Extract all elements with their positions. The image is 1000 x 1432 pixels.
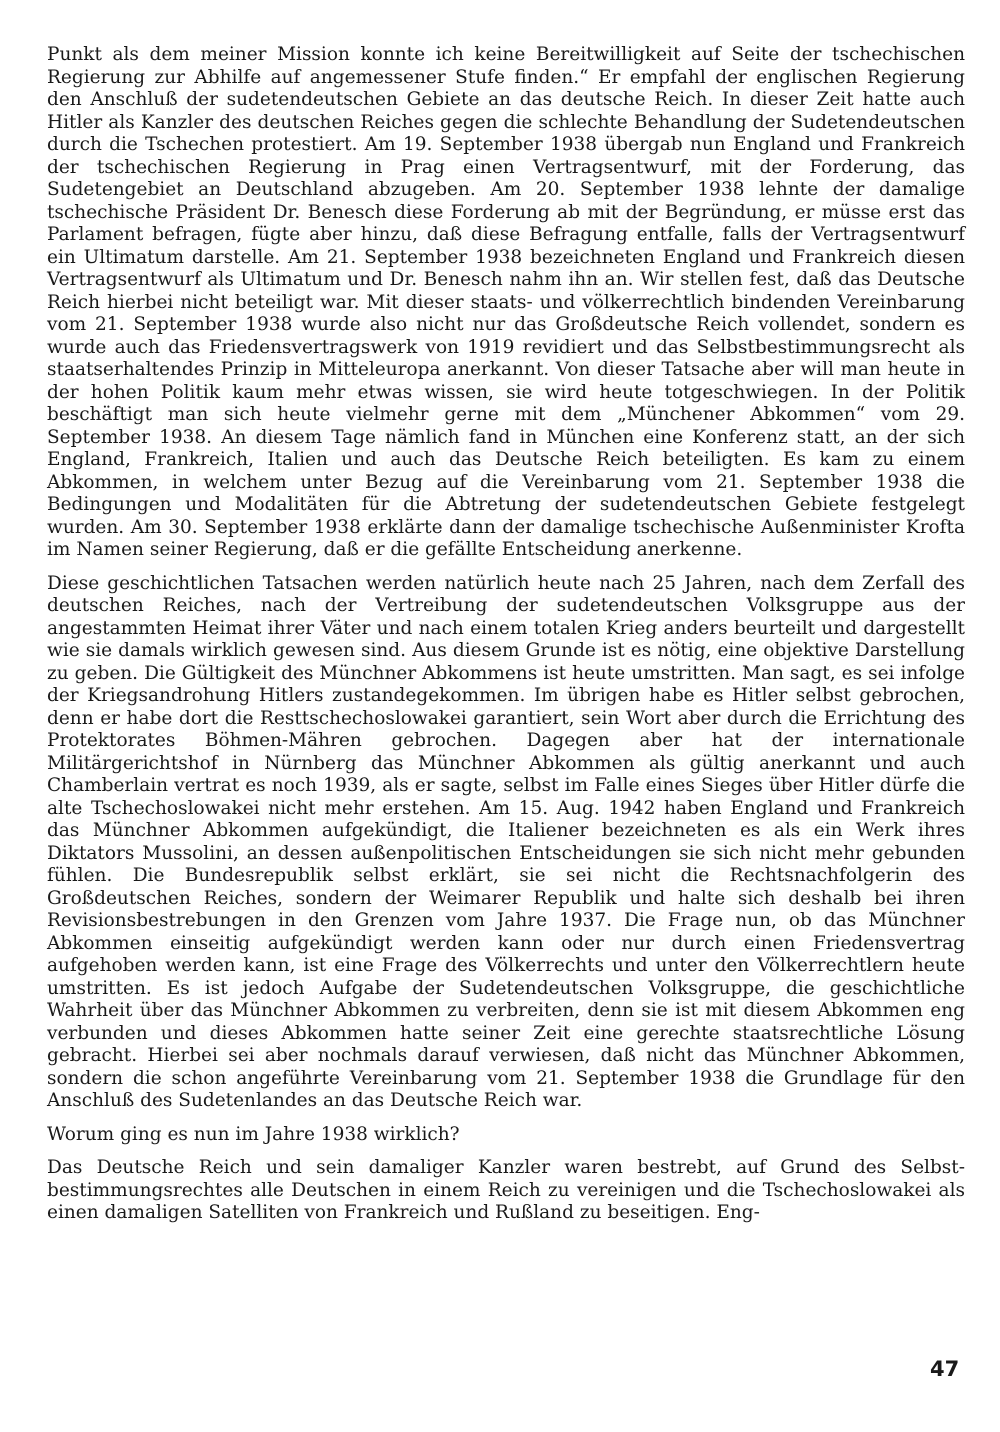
paragraph-reich-goals: Das Deutsche Reich und sein damaliger Kanzler waren bestrebt, auf Grund des Selbstbestimmungsrechtes alle Deutschen in einem Reich zu vereinigen und die Tschechoslowakei als einen damaligen Satelliten von Frankreich und Rußland zu beseitigen. Eng- xyxy=(47,1157,965,1223)
page-number: 47 xyxy=(930,1357,960,1381)
page-body xyxy=(47,44,965,1225)
paragraph-munich-history: Punkt als dem meiner Mission konnte ich keine Bereitwilligkeit auf Seite der tschechischen Regierung zur Abhilfe auf angemessener Stufe finden.“ Er empfahl der englischen Regierung den Anschluß der sudetendeutschen Gebiete an das deutsche Reich. In dieser Zeit hatte auch Hitler als Kanzler des deutschen Reiches gegen die schlechte Behandlung der Sudetendeutschen durch die Tschechen protestiert. Am 19. September 1938 übergab nun England und Frankreich der tschechischen Regierung in Prag einen Vertragsentwurf, mit der Forderung, das Sudetengebiet an Deutschland abzugeben. Am 20. September 1938 lehnte der damalige tschechische Präsident Dr. Benesch diese Forderung ab mit der Begründung, er müsse erst das Parlament befragen, fügte aber hinzu, daß diese Befragung entfalle, falls der Vertragsentwurf ein Ultimatum darstelle. Am 21. September 1938 bezeichneten England und Frankreich diesen Vertragsentwurf als Ultimatum und Dr. Benesch nahm ihn an. Wir stellen fest, daß das Deutsche Reich hierbei nicht beteiligt war. Mit dieser staats- und völkerrechtlich bindenden Vereinbarung vom 21. September 1938 wurde also nicht nur das Großdeutsche Reich vollendet, sondern es wurde auch das Friedensvertragswerk von 1919 revidiert und das Selbstbestimmungsrecht als staatserhaltendes Prinzip in Mitteleuropa anerkannt. Von dieser Tatsache aber will man heute in der hohen Politik kaum mehr etwas wissen, sie wird heute totgeschwiegen. In der Politik beschäftigt man sich heute vielmehr gerne mit dem „Münchener Abkommen“ vom 29. September 1938. An diesem Tage nämlich fand in München eine Konferenz statt, an der sich England, Frankreich, Italien und auch das Deutsche Reich beteiligten. Es kam zu einem Abkommen, in welchem unter Bezug auf die Vereinbarung vom 21. September 1938 die Bedingungen und Modalitäten für die Abtretung der sudetendeutschen Gebiete festgelegt wurden. Am 30. September 1938 erklärte dann der damalige tschechische Außenminister Krofta im Namen seiner Regierung, daß er die gefällte Entscheidung anerkenne. xyxy=(47,44,965,560)
paragraph-validity-dispute: Diese geschichtlichen Tatsachen werden natürlich heute nach 25 Jahren, nach dem Zerfall des deutschen Reiches, nach der Vertreibung der sudetendeutschen Volksgruppe aus der angestammten Heimat ihrer Väter und nach einem totalen Krieg anders beurteilt und dargestellt wie sie damals wirklich gewesen sind. Aus diesem Grunde ist es nötig, eine objektive Darstellung zu geben. Die Gültigkeit des Münchner Abkommens ist heute umstritten. Man sagt, es sei infolge der Kriegsandrohung Hitlers zustandegekommen. Im übrigen habe es Hitler selbst gebrochen, denn er habe dort die Resttschechoslowakei garantiert, sein Wort aber durch die Errichtung des Protektorates Böhmen-Mähren gebrochen. Dagegen aber hat der internationale Militärgerichtshof in Nürnberg das Münchner Abkommen als gültig anerkannt und auch Chamberlain vertrat es noch 1939, als er sagte, selbst im Falle eines Sieges über Hitler dürfe die alte Tschechoslowakei nicht mehr erstehen. Am 15. Aug. 1942 haben England und Frankreich das Münchner Abkommen aufgekündigt, die Italiener bezeichneten es als ein Werk ihres Diktators Mussolini, an dessen außenpolitischen Entscheidungen sie sich nicht mehr gebunden fühlen. Die Bundesrepublik selbst erklärt, sie sei nicht die Rechtsnachfolgerin des Großdeutschen Reiches, sondern der Weimarer Republik und halte sich deshalb bei ihren Revisionsbestrebungen in den Grenzen vom Jahre 1937. Die Frage nun, ob das Münchner Abkommen einseitig aufgekündigt werden kann oder nur durch einen Friedensvertrag aufgehoben werden kann, ist eine Frage des Völkerrechts und unter den Völkerrechtlern heute umstritten. Es ist jedoch Aufgabe der Sudetendeutschen Volksgruppe, die geschichtliche Wahrheit über das Münchner Abkommen zu verbreiten, denn sie ist mit diesem Abkommen eng verbunden und dieses Abkommen hatte seiner Zeit eine gerechte staatsrechtliche Lösung gebracht. Hierbei sei aber nochmals darauf verwiesen, daß nicht das Münchner Abkommen, sondern die schon angeführte Vereinbarung vom 21. September 1938 die Grundlage für den Anschluß des Sudetenlandes an das Deutsche Reich war. xyxy=(47,572,965,1111)
paragraph-question: Worum ging es nun im Jahre 1938 wirklich? xyxy=(47,1123,460,1145)
